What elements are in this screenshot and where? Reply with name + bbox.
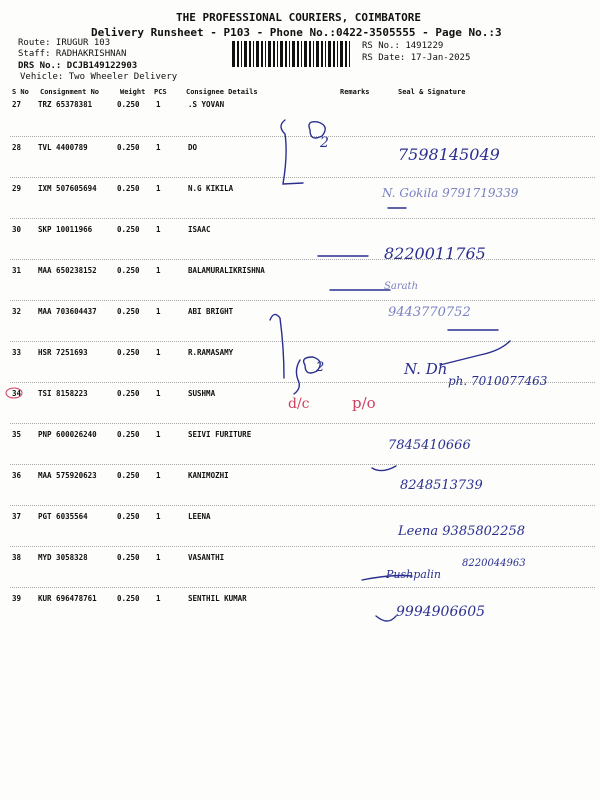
row-sno: 30 bbox=[12, 225, 22, 234]
barcode bbox=[232, 41, 354, 67]
row-divider bbox=[10, 464, 595, 465]
row-divider bbox=[10, 587, 595, 588]
row-weight: 0.250 bbox=[117, 512, 140, 521]
handwritten-phone-7: ph. 7010077463 bbox=[448, 374, 548, 388]
row-weight: 0.250 bbox=[117, 184, 140, 193]
row-consignee: SENTHIL KUMAR bbox=[188, 594, 247, 603]
row-pcs: 1 bbox=[156, 266, 161, 275]
barcode-bar bbox=[268, 41, 271, 67]
row-pcs: 1 bbox=[156, 225, 161, 234]
barcode-bar bbox=[277, 41, 278, 67]
barcode-bar bbox=[280, 41, 283, 67]
barcode-bar bbox=[325, 41, 326, 67]
barcode-bar bbox=[333, 41, 335, 67]
row-sno: 37 bbox=[12, 512, 22, 521]
barcode-bar bbox=[345, 41, 347, 67]
row-pcs: 1 bbox=[156, 553, 161, 562]
row-pcs: 1 bbox=[156, 143, 161, 152]
row-weight: 0.250 bbox=[117, 471, 140, 480]
row-weight: 0.250 bbox=[117, 430, 140, 439]
handwritten-name-4: Sarath bbox=[384, 281, 419, 292]
row-consignment-no: HSR 7251693 bbox=[38, 348, 88, 357]
barcode-bar bbox=[337, 41, 338, 67]
row-sno: 32 bbox=[12, 307, 22, 316]
row-sno: 27 bbox=[12, 100, 22, 109]
row-pcs: 1 bbox=[156, 348, 161, 357]
row-pcs: 1 bbox=[156, 389, 161, 398]
row-pcs: 1 bbox=[156, 307, 161, 316]
row-weight: 0.250 bbox=[117, 594, 140, 603]
row-consignee: N.G KIKILA bbox=[188, 184, 234, 193]
handwritten-phone-15: 9994906605 bbox=[396, 604, 486, 620]
col-consignee: Consignee Details bbox=[186, 88, 258, 96]
rs-date: RS Date: 17-Jan-2025 bbox=[362, 53, 471, 63]
row-sno: 38 bbox=[12, 553, 22, 562]
row-consignee: BALAMURALIKRISHNA bbox=[188, 266, 265, 275]
barcode-bar bbox=[261, 41, 263, 67]
row-divider bbox=[10, 546, 595, 547]
row-consignment-no: PNP 600026240 bbox=[38, 430, 97, 439]
handwritten-phone-5: 9443770752 bbox=[388, 305, 471, 320]
row-sno: 28 bbox=[12, 143, 22, 152]
staff-label: Staff: RADHAKRISHNAN bbox=[18, 49, 127, 59]
row-consignee: KANIMOZHI bbox=[188, 471, 229, 480]
handwritten-name-13: Pushpalin bbox=[386, 568, 441, 581]
barcode-bar bbox=[309, 41, 311, 67]
row-weight: 0.250 bbox=[117, 100, 140, 109]
row-weight: 0.250 bbox=[117, 143, 140, 152]
barcode-bar bbox=[256, 41, 259, 67]
row-consignment-no: MYD 3058328 bbox=[38, 553, 88, 562]
row-consignee: ISAAC bbox=[188, 225, 211, 234]
row-consignee: .S YOVAN bbox=[188, 100, 225, 109]
row-pcs: 1 bbox=[156, 100, 161, 109]
handwritten-circle-1: 2 bbox=[320, 135, 329, 151]
barcode-bar bbox=[292, 41, 295, 67]
col-consignment: Consignment No bbox=[40, 88, 100, 96]
row-pcs: 1 bbox=[156, 594, 161, 603]
row-consignment-no: PGT 6035564 bbox=[38, 512, 88, 521]
handwritten-mark-9: p/o bbox=[352, 394, 376, 412]
handwritten-mark-8: d/c bbox=[288, 396, 310, 412]
barcode-bar bbox=[253, 41, 254, 67]
row-divider bbox=[10, 341, 595, 342]
barcode-bar bbox=[232, 41, 235, 67]
handwritten-phone-3: 8220011765 bbox=[384, 244, 486, 263]
row-consignment-no: SKP 10011966 bbox=[38, 225, 93, 234]
barcode-bar bbox=[289, 41, 290, 67]
row-pcs: 1 bbox=[156, 430, 161, 439]
barcode-bar bbox=[316, 41, 319, 67]
row-sno: 31 bbox=[12, 266, 22, 275]
row-sno: 34 bbox=[12, 389, 22, 398]
barcode-bar bbox=[244, 41, 247, 67]
row-weight: 0.250 bbox=[117, 225, 140, 234]
barcode-bar bbox=[241, 41, 242, 67]
row-weight: 0.250 bbox=[117, 389, 140, 398]
row-divider bbox=[10, 505, 595, 506]
row-sno: 33 bbox=[12, 348, 22, 357]
handwritten-name-6: N. Dh bbox=[404, 360, 448, 378]
barcode-bar bbox=[249, 41, 251, 67]
barcode-bar bbox=[340, 41, 343, 67]
barcode-bar bbox=[297, 41, 299, 67]
row-consignment-no: MAA 703604437 bbox=[38, 307, 97, 316]
barcode-bar bbox=[301, 41, 302, 67]
barcode-bar bbox=[321, 41, 323, 67]
col-seal: Seal & Signature bbox=[398, 88, 466, 96]
row-weight: 0.250 bbox=[117, 266, 140, 275]
row-sno: 36 bbox=[12, 471, 22, 480]
page-subtitle: Delivery Runsheet - P103 - Phone No.:0422-3505555 - Page No.:3 bbox=[91, 26, 502, 39]
row-consignee: R.RAMASAMY bbox=[188, 348, 234, 357]
route-label: Route: IRUGUR 103 bbox=[18, 38, 111, 48]
row-consignment-no: IXM 507605694 bbox=[38, 184, 97, 193]
drs-label: DRS No.: bbox=[18, 61, 62, 71]
row-divider bbox=[10, 136, 595, 137]
handwritten-name-phone-12: Leena 9385802258 bbox=[398, 524, 525, 539]
row-sno: 29 bbox=[12, 184, 22, 193]
row-divider bbox=[10, 218, 595, 219]
rs-number: RS No.: 1491229 bbox=[362, 41, 444, 51]
barcode-bar bbox=[328, 41, 331, 67]
handwritten-phone-11: 8248513739 bbox=[400, 478, 483, 493]
handwritten-name-phone-2: N. Gokila 9791719339 bbox=[382, 186, 519, 200]
row-pcs: 1 bbox=[156, 512, 161, 521]
barcode-bar bbox=[304, 41, 307, 67]
row-divider bbox=[10, 300, 595, 301]
handwritten-phone-1: 7598145049 bbox=[398, 145, 500, 164]
barcode-bar bbox=[237, 41, 239, 67]
row-weight: 0.250 bbox=[117, 307, 140, 316]
row-pcs: 1 bbox=[156, 471, 161, 480]
row-sno: 35 bbox=[12, 430, 22, 439]
row-consignee: DO bbox=[188, 143, 198, 152]
col-sno: S No bbox=[12, 88, 29, 96]
row-consignment-no: TRZ 65378381 bbox=[38, 100, 93, 109]
row-consignment-no: MAA 650238152 bbox=[38, 266, 97, 275]
row-consignment-no: TSI 8158223 bbox=[38, 389, 88, 398]
drs-value: DCJB149122903 bbox=[66, 61, 138, 71]
col-pcs: PCS bbox=[154, 88, 167, 96]
barcode-bar bbox=[265, 41, 266, 67]
handwritten-phone-10: 7845410666 bbox=[388, 438, 471, 453]
row-divider bbox=[10, 259, 595, 260]
row-consignment-no: TVL 4400789 bbox=[38, 143, 88, 152]
row-consignee: SEIVI FURITURE bbox=[188, 430, 252, 439]
handwritten-phone-14: 8220044963 bbox=[462, 558, 526, 569]
row-consignee: ABI BRIGHT bbox=[188, 307, 234, 316]
barcode-bar bbox=[313, 41, 314, 67]
handwritten-circle-2: 2 bbox=[316, 360, 325, 375]
row-consignment-no: KUR 696478761 bbox=[38, 594, 97, 603]
vehicle-label: Vehicle: Two Wheeler Delivery bbox=[20, 72, 178, 82]
drs-number bbox=[18, 61, 137, 71]
row-weight: 0.250 bbox=[117, 553, 140, 562]
row-consignee: LEENA bbox=[188, 512, 211, 521]
row-pcs: 1 bbox=[156, 184, 161, 193]
col-weight: Weight bbox=[120, 88, 146, 96]
row-consignee: SUSHMA bbox=[188, 389, 216, 398]
row-consignee: VASANTHI bbox=[188, 553, 225, 562]
row-divider bbox=[10, 177, 595, 178]
barcode-bar bbox=[285, 41, 287, 67]
row-divider bbox=[10, 423, 595, 424]
row-weight: 0.250 bbox=[117, 348, 140, 357]
barcode-bar bbox=[349, 41, 350, 67]
barcode-bar bbox=[273, 41, 275, 67]
col-remarks: Remarks bbox=[340, 88, 370, 96]
row-consignment-no: MAA 575920623 bbox=[38, 471, 97, 480]
page-title: THE PROFESSIONAL COURIERS, COIMBATORE bbox=[176, 11, 422, 24]
row-sno: 39 bbox=[12, 594, 22, 603]
